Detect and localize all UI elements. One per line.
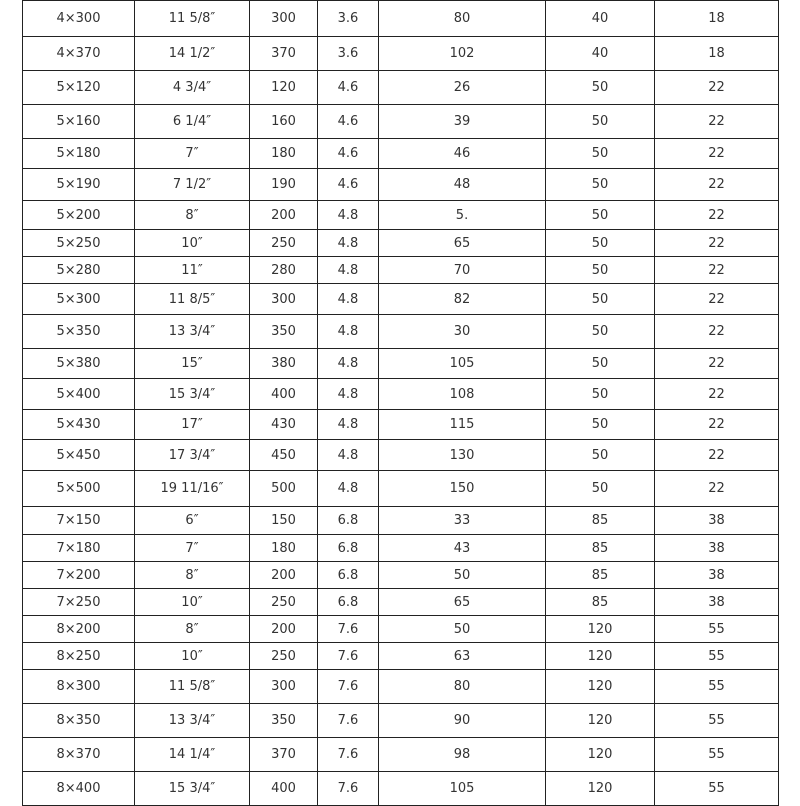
cell-inch-length: 13 3/4″ [135,315,250,349]
cell-inch-length: 14 1/2″ [135,37,250,71]
cell-weight: 65 [379,589,546,616]
cell-size: 5×400 [23,379,135,410]
cell-carton-qty: 38 [655,535,779,562]
cell-inch-length: 6 1/4″ [135,105,250,139]
cell-size: 7×150 [23,507,135,535]
cell-inch-length: 8″ [135,562,250,589]
cell-carton-qty: 22 [655,379,779,410]
cell-inch-length: 11″ [135,257,250,284]
cell-inch-length: 11 5/8″ [135,1,250,37]
cell-weight: 82 [379,284,546,315]
cell-inch-length: 6″ [135,507,250,535]
table-row [23,562,779,589]
cell-inch-length: 11 5/8″ [135,670,250,704]
cell-box-qty: 85 [546,535,655,562]
cell-size: 5×350 [23,315,135,349]
cell-weight: 80 [379,670,546,704]
table-row [23,105,779,139]
cell-diameter: 6.8 [318,507,379,535]
cell-carton-qty: 22 [655,257,779,284]
cell-inch-length: 11 8/5″ [135,284,250,315]
table-row [23,589,779,616]
cell-weight: 105 [379,349,546,379]
cell-carton-qty: 38 [655,589,779,616]
cell-weight: 5. [379,201,546,230]
table-row [23,738,779,772]
cell-length-mm: 190 [250,169,318,201]
cell-length-mm: 200 [250,562,318,589]
cell-box-qty: 50 [546,201,655,230]
cell-carton-qty: 22 [655,230,779,257]
cell-diameter: 7.6 [318,772,379,806]
cell-box-qty: 50 [546,471,655,507]
cell-box-qty: 40 [546,1,655,37]
cell-box-qty: 120 [546,616,655,643]
cell-length-mm: 160 [250,105,318,139]
cell-size: 7×180 [23,535,135,562]
cell-diameter: 4.6 [318,71,379,105]
cell-length-mm: 180 [250,139,318,169]
cell-length-mm: 250 [250,589,318,616]
cell-size: 8×350 [23,704,135,738]
cell-box-qty: 50 [546,349,655,379]
cell-size: 5×120 [23,71,135,105]
cell-length-mm: 120 [250,71,318,105]
cell-size: 8×370 [23,738,135,772]
cell-inch-length: 14 1/4″ [135,738,250,772]
cell-carton-qty: 22 [655,471,779,507]
cell-length-mm: 430 [250,410,318,440]
cell-box-qty: 50 [546,71,655,105]
cell-size: 5×180 [23,139,135,169]
cell-carton-qty: 22 [655,315,779,349]
cell-box-qty: 120 [546,772,655,806]
cell-weight: 26 [379,71,546,105]
spec-table [22,0,779,806]
table-row [23,704,779,738]
cell-weight: 33 [379,507,546,535]
cell-length-mm: 280 [250,257,318,284]
cell-carton-qty: 22 [655,169,779,201]
cell-carton-qty: 55 [655,738,779,772]
cell-size: 5×250 [23,230,135,257]
cell-weight: 90 [379,704,546,738]
cell-length-mm: 500 [250,471,318,507]
cell-weight: 39 [379,105,546,139]
cell-size: 5×300 [23,284,135,315]
table-row [23,471,779,507]
cell-weight: 98 [379,738,546,772]
cell-weight: 70 [379,257,546,284]
table-row [23,379,779,410]
table-row [23,284,779,315]
cell-length-mm: 300 [250,284,318,315]
cell-diameter: 4.8 [318,410,379,440]
cell-inch-length: 17 3/4″ [135,440,250,471]
cell-inch-length: 7″ [135,139,250,169]
cell-diameter: 6.8 [318,535,379,562]
cell-size: 5×160 [23,105,135,139]
cell-box-qty: 85 [546,507,655,535]
cell-size: 8×300 [23,670,135,704]
cell-inch-length: 15″ [135,349,250,379]
cell-inch-length: 19 11/16″ [135,471,250,507]
cell-box-qty: 50 [546,284,655,315]
cell-weight: 108 [379,379,546,410]
table-row [23,139,779,169]
cell-box-qty: 120 [546,738,655,772]
cell-diameter: 7.6 [318,738,379,772]
cell-carton-qty: 22 [655,349,779,379]
cell-diameter: 7.6 [318,616,379,643]
cell-length-mm: 250 [250,643,318,670]
cell-inch-length: 7 1/2″ [135,169,250,201]
cell-inch-length: 10″ [135,589,250,616]
cell-diameter: 6.8 [318,562,379,589]
cell-carton-qty: 22 [655,139,779,169]
cell-weight: 130 [379,440,546,471]
cell-weight: 50 [379,616,546,643]
table-row [23,169,779,201]
cell-length-mm: 370 [250,37,318,71]
cell-box-qty: 40 [546,37,655,71]
cell-weight: 50 [379,562,546,589]
cell-size: 5×280 [23,257,135,284]
cell-box-qty: 50 [546,169,655,201]
table-row [23,349,779,379]
spec-table-body [23,1,779,806]
cell-weight: 46 [379,139,546,169]
cell-inch-length: 15 3/4″ [135,379,250,410]
cell-weight: 30 [379,315,546,349]
cell-diameter: 4.8 [318,349,379,379]
table-row [23,230,779,257]
cell-diameter: 3.6 [318,37,379,71]
cell-weight: 43 [379,535,546,562]
cell-carton-qty: 55 [655,643,779,670]
cell-diameter: 4.6 [318,105,379,139]
cell-carton-qty: 38 [655,507,779,535]
cell-inch-length: 4 3/4″ [135,71,250,105]
table-row [23,201,779,230]
cell-carton-qty: 22 [655,410,779,440]
table-row [23,643,779,670]
table-row [23,616,779,643]
table-row [23,37,779,71]
cell-inch-length: 10″ [135,230,250,257]
cell-inch-length: 7″ [135,535,250,562]
cell-diameter: 4.6 [318,169,379,201]
cell-carton-qty: 55 [655,616,779,643]
cell-carton-qty: 38 [655,562,779,589]
cell-weight: 48 [379,169,546,201]
cell-size: 7×250 [23,589,135,616]
cell-box-qty: 120 [546,643,655,670]
cell-carton-qty: 22 [655,105,779,139]
cell-box-qty: 50 [546,230,655,257]
cell-length-mm: 300 [250,1,318,37]
table-row [23,535,779,562]
cell-weight: 80 [379,1,546,37]
cell-weight: 150 [379,471,546,507]
cell-size: 5×200 [23,201,135,230]
cell-diameter: 7.6 [318,670,379,704]
cell-diameter: 4.8 [318,440,379,471]
cell-box-qty: 50 [546,139,655,169]
cell-inch-length: 13 3/4″ [135,704,250,738]
cell-diameter: 4.6 [318,139,379,169]
cell-carton-qty: 22 [655,440,779,471]
cell-weight: 102 [379,37,546,71]
cell-diameter: 4.8 [318,315,379,349]
cell-size: 5×430 [23,410,135,440]
cell-size: 8×400 [23,772,135,806]
cell-size: 5×380 [23,349,135,379]
cell-diameter: 7.6 [318,643,379,670]
cell-diameter: 4.8 [318,257,379,284]
cell-inch-length: 10″ [135,643,250,670]
cell-length-mm: 450 [250,440,318,471]
cell-box-qty: 120 [546,704,655,738]
cell-diameter: 6.8 [318,589,379,616]
table-row [23,315,779,349]
cell-box-qty: 50 [546,379,655,410]
cell-diameter: 4.8 [318,379,379,410]
cell-length-mm: 200 [250,616,318,643]
cell-weight: 115 [379,410,546,440]
cell-length-mm: 350 [250,315,318,349]
cell-box-qty: 85 [546,562,655,589]
table-row [23,71,779,105]
cell-carton-qty: 22 [655,71,779,105]
cell-carton-qty: 18 [655,37,779,71]
cell-diameter: 4.8 [318,284,379,315]
cell-weight: 63 [379,643,546,670]
cell-size: 4×300 [23,1,135,37]
cell-inch-length: 8″ [135,616,250,643]
cell-length-mm: 400 [250,379,318,410]
cell-carton-qty: 55 [655,704,779,738]
cell-box-qty: 50 [546,410,655,440]
cell-carton-qty: 55 [655,772,779,806]
cell-diameter: 4.8 [318,471,379,507]
table-row [23,670,779,704]
cell-carton-qty: 22 [655,284,779,315]
cell-length-mm: 300 [250,670,318,704]
cell-length-mm: 150 [250,507,318,535]
table-row [23,507,779,535]
cell-diameter: 4.8 [318,201,379,230]
cell-size: 5×450 [23,440,135,471]
cell-size: 5×190 [23,169,135,201]
cell-weight: 65 [379,230,546,257]
cell-size: 8×200 [23,616,135,643]
cell-inch-length: 17″ [135,410,250,440]
cell-diameter: 3.6 [318,1,379,37]
cell-inch-length: 8″ [135,201,250,230]
cell-box-qty: 85 [546,589,655,616]
cell-size: 5×500 [23,471,135,507]
cell-length-mm: 350 [250,704,318,738]
cell-length-mm: 380 [250,349,318,379]
cell-box-qty: 50 [546,315,655,349]
table-row [23,257,779,284]
cell-length-mm: 200 [250,201,318,230]
cell-box-qty: 50 [546,440,655,471]
cell-carton-qty: 18 [655,1,779,37]
cell-length-mm: 370 [250,738,318,772]
cell-inch-length: 15 3/4″ [135,772,250,806]
cell-size: 7×200 [23,562,135,589]
cell-weight: 105 [379,772,546,806]
table-row [23,440,779,471]
cell-carton-qty: 55 [655,670,779,704]
cell-size: 8×250 [23,643,135,670]
cell-box-qty: 50 [546,105,655,139]
cell-box-qty: 50 [546,257,655,284]
cell-diameter: 7.6 [318,704,379,738]
table-row [23,410,779,440]
cell-length-mm: 250 [250,230,318,257]
cell-size: 4×370 [23,37,135,71]
cell-carton-qty: 22 [655,201,779,230]
cell-length-mm: 180 [250,535,318,562]
cell-box-qty: 120 [546,670,655,704]
cell-diameter: 4.8 [318,230,379,257]
cell-length-mm: 400 [250,772,318,806]
table-row [23,1,779,37]
table-row [23,772,779,806]
